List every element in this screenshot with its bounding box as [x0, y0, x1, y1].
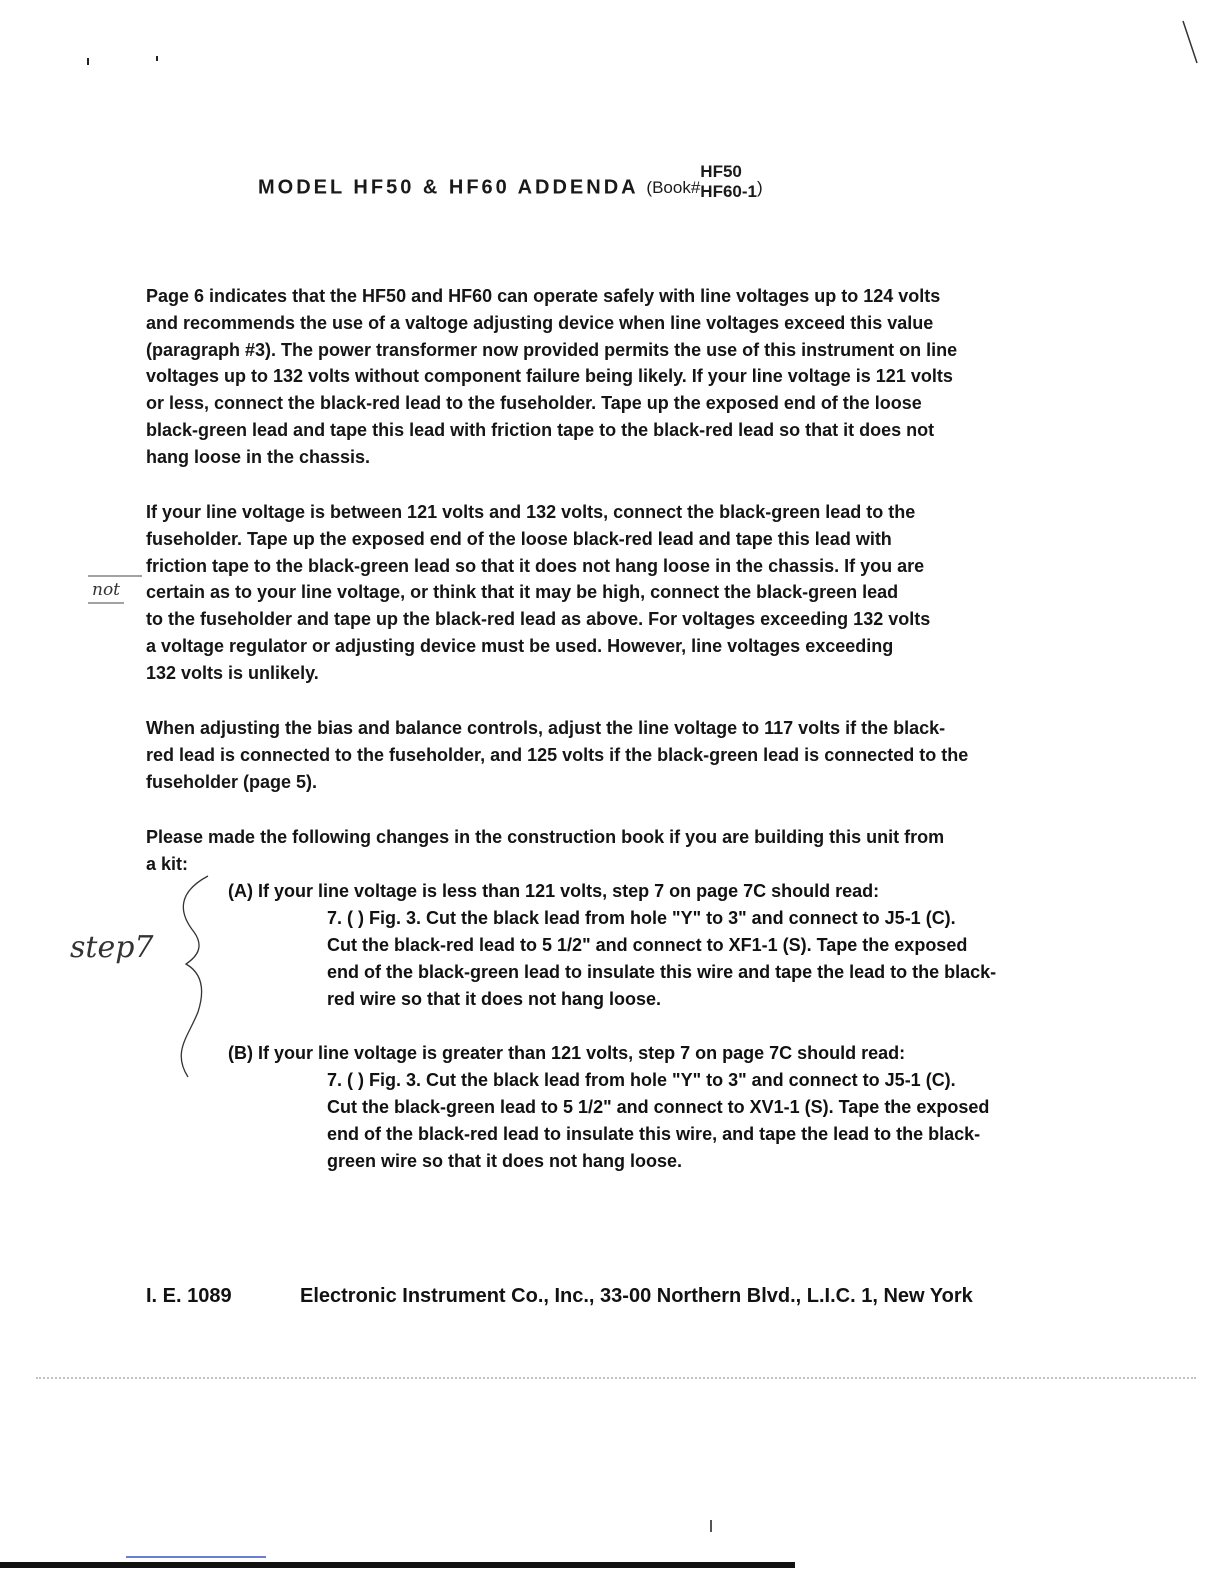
- book-line-1: HF50: [700, 162, 742, 181]
- paragraph-1: Page 6 indicates that the HF50 and HF60 can operate safely with line voltages up to 124 volts and recommends the use of a valtoge adjusting device when line voltages exceed this value (paragraph #3). The power transformer now provided permits the use of this instrument on line voltages up to 132 volts without component failure being likely. If your line voltage is 121 volts or less, connect the black-red lead to the fuseholder. Tape up the exposed end of the loose black-green lead and tape this lead with friction tape to the black-red lead so that it does not hang loose in the chassis.: [146, 286, 958, 467]
- title-main: MODEL HF50 & HF60 ADDENDA: [258, 176, 638, 199]
- step-b-body: 7. ( ) Fig. 3. Cut the black lead from hole "Y" to 3" and connect to J5-1 (C). Cut the black-green lead to 5 1/2" and connect to XV1-1 (S). Tape the exposed end of the black-red lead to insulate this wire, and tape the lead to the black- green wire so that it does not hang loose.: [327, 1070, 990, 1171]
- handwritten-brace: [168, 872, 218, 1082]
- step-a-heading: (A) If your line voltage is less than 121 volts, step 7 on page 7C should read:: [228, 881, 880, 901]
- paragraph-3: When adjusting the bias and balance controls, adjust the line voltage to 117 volts if the black- red lead is connected to the fuseholder, and 125 volts if the black-green lead is connected to the fuseholder (page 5).: [146, 718, 969, 792]
- scan-artifact-line: [36, 1377, 1196, 1379]
- scan-edge-highlight: [126, 1556, 266, 1558]
- scan-speck: [156, 56, 158, 61]
- footer-address: Electronic Instrument Co., Inc., 33-00 Northern Blvd., L.I.C. 1, New York: [300, 1285, 973, 1307]
- step-a-body: 7. ( ) Fig. 3. Cut the black lead from hole "Y" to 3" and connect to J5-1 (C). Cut the black-red lead to 5 1/2" and connect to XF1-1 (S). Tape the exposed end of the black-green lead to insulate this wire and tape the lead to the black- red wire so that it does not hang loose.: [327, 908, 997, 1009]
- book-number-stack: [700, 162, 757, 202]
- margin-note-not: not: [92, 580, 121, 600]
- scan-bottom-edge: [0, 1562, 795, 1568]
- footer: [146, 1285, 973, 1308]
- book-prefix: (Book#: [646, 178, 701, 198]
- corner-mark: [1180, 18, 1200, 68]
- book-line-2: HF60-1: [700, 182, 757, 201]
- paragraph-2: If your line voltage is between 121 volts and 132 volts, connect the black-green lead to the fuseholder. Tape up the exposed end of the loose black-red lead and tape this lead with friction tape to the black-green lead so that it does not hang loose in the chassis. If you are certain as to your line voltage, or think that it may be high, connect the black-green lead to the fuseholder and tape up the black-red lead as above. For voltages exceeding 132 volts a voltage regulator or adjusting device must be used. However, line voltages exceeding 132 volts is unlikely.: [146, 502, 931, 683]
- book-suffix: ): [756, 178, 763, 198]
- document-title: [258, 162, 958, 208]
- paragraph-4: Please made the following changes in the construction book if you are building this unit from a kit:: [146, 827, 945, 874]
- margin-note-step: step7: [70, 930, 154, 965]
- scan-speck: [87, 58, 89, 65]
- footer-id: I. E. 1089: [146, 1285, 232, 1307]
- scan-speck: [710, 1520, 712, 1532]
- step-b-heading: (B) If your line voltage is greater than 121 volts, step 7 on page 7C should read:: [228, 1043, 906, 1063]
